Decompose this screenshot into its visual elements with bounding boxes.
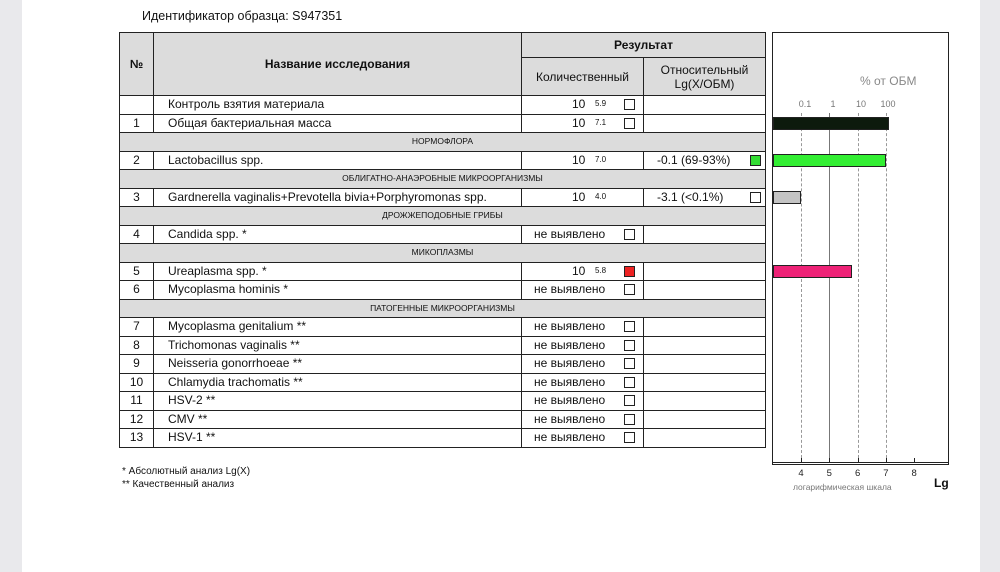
test-name: Candida spp. * (154, 225, 522, 244)
quantitative-base: 10 (572, 152, 586, 167)
test-name: Ureaplasma spp. * (154, 262, 522, 281)
relative-result (644, 373, 766, 392)
relative-result (644, 96, 766, 115)
quantitative-result (522, 225, 644, 244)
relative-result (644, 336, 766, 355)
section-header: ПАТОГЕННЫЕ МИКРООРГАНИЗМЫ (120, 299, 766, 318)
lg-tick-label: 7 (883, 468, 889, 479)
table-row (120, 188, 766, 207)
table-row (120, 281, 766, 300)
table-row (120, 318, 766, 337)
footnote-qualitative: ** Качественный анализ (122, 479, 235, 490)
column-header-relative-line1: Относительный (660, 62, 749, 77)
row-number: 2 (120, 151, 154, 170)
checkbox-empty-icon (624, 358, 635, 369)
test-name: Lactobacillus spp. (154, 151, 522, 170)
checkbox-empty-icon (624, 284, 635, 295)
column-header-quantitative: Количественный (522, 58, 644, 96)
lg-tick-label: 6 (854, 468, 861, 479)
checkbox-empty-icon (624, 321, 635, 332)
percent-tick-label: 1 (830, 99, 836, 109)
table-row (120, 410, 766, 429)
quantitative-result (522, 336, 644, 355)
section-header-row (120, 207, 766, 226)
quantitative-result (522, 188, 644, 207)
table-row (120, 114, 766, 133)
table-row (120, 336, 766, 355)
quantitative-result (522, 318, 644, 337)
table-row (120, 373, 766, 392)
footnote-absolute: * Абсолютный анализ Lg(X) (122, 466, 251, 477)
quantitative-result (522, 355, 644, 374)
section-header: НОРМОФЛОРА (120, 133, 766, 152)
footnotes (122, 465, 250, 491)
lg-bar (773, 265, 852, 278)
relative-result (644, 114, 766, 133)
quantitative-text: не выявлено (534, 226, 606, 241)
test-name: Chlamydia trachomatis ** (154, 373, 522, 392)
checkbox-empty-icon (624, 395, 635, 406)
lg-bar (773, 117, 889, 130)
table-row (120, 96, 766, 115)
checkbox-empty-icon (624, 229, 635, 240)
quantitative-text: не выявлено (534, 337, 606, 352)
quantitative-exponent: 5.9 (595, 99, 607, 108)
results-body (120, 96, 766, 448)
chart-title: % от ОБМ (860, 74, 917, 88)
relative-result (644, 225, 766, 244)
quantitative-base: 10 (572, 189, 586, 204)
column-header-number: № (120, 33, 154, 96)
quantitative-result (522, 114, 644, 133)
lg-axis-label: Lg (934, 476, 949, 490)
row-number (120, 96, 154, 115)
quantitative-result (522, 262, 644, 281)
checkbox-empty-icon (750, 192, 761, 203)
row-number: 3 (120, 188, 154, 207)
quantitative-text: не выявлено (534, 282, 606, 297)
results-table (119, 32, 766, 448)
test-name: HSV-2 ** (154, 392, 522, 411)
quantitative-result (522, 151, 644, 170)
quantitative-text: не выявлено (534, 393, 606, 408)
checkbox-empty-icon (624, 118, 635, 129)
row-number: 13 (120, 429, 154, 448)
relative-result (644, 392, 766, 411)
quantitative-result (522, 96, 644, 115)
quantitative-base: 10 (572, 97, 586, 111)
quantitative-text: не выявлено (534, 374, 606, 389)
table-row (120, 355, 766, 374)
table-row (120, 429, 766, 448)
percent-tick-label: 10 (855, 99, 867, 109)
section-header: ОБЛИГАТНО-АНАЭРОБНЫЕ МИКРООРГАНИЗМЫ (120, 170, 766, 189)
lg-bar (773, 191, 801, 204)
row-number: 5 (120, 262, 154, 281)
column-header-relative-line2: Lg(X/ОБМ) (674, 76, 735, 91)
quantitative-result (522, 429, 644, 448)
quantitative-base: 10 (572, 115, 586, 130)
quantitative-result (522, 392, 644, 411)
table-row (120, 392, 766, 411)
quantitative-exponent: 7.0 (595, 154, 607, 164)
quantitative-exponent: 5.8 (595, 265, 607, 275)
row-number: 7 (120, 318, 154, 337)
column-header-result: Результат (522, 33, 766, 58)
lg-tick-label: 5 (826, 468, 832, 479)
section-header: МИКОПЛАЗМЫ (120, 244, 766, 263)
test-name: Контроль взятия материала (154, 96, 522, 115)
flag-red-icon (624, 266, 635, 277)
flag-green-icon (750, 155, 761, 166)
lg-tick-label: 8 (911, 468, 917, 479)
section-header: ДРОЖЖЕПОДОБНЫЕ ГРИБЫ (120, 207, 766, 226)
relative-value: -0.1 (69-93%) (657, 152, 731, 167)
quantitative-text: не выявлено (534, 356, 606, 371)
quantitative-text: не выявлено (534, 411, 606, 426)
column-header-relative (644, 58, 766, 96)
row-number: 8 (120, 336, 154, 355)
percent-tick-label: 100 (880, 99, 896, 109)
sample-id: Идентификатор образца: S947351 (142, 9, 343, 23)
relative-result (644, 188, 766, 207)
lg-tick-label: 4 (798, 468, 804, 479)
quantitative-text: не выявлено (534, 319, 606, 334)
quantitative-exponent: 7.1 (595, 117, 607, 127)
quantitative-result (522, 281, 644, 300)
quantitative-result (522, 373, 644, 392)
relative-result (644, 281, 766, 300)
test-name: HSV-1 ** (154, 429, 522, 448)
test-name: Trichomonas vaginalis ** (154, 336, 522, 355)
test-name: CMV ** (154, 410, 522, 429)
relative-result (644, 151, 766, 170)
section-header-row (120, 299, 766, 318)
row-number: 4 (120, 225, 154, 244)
row-number: 9 (120, 355, 154, 374)
checkbox-empty-icon (624, 99, 635, 110)
table-row (120, 151, 766, 170)
gridline (886, 113, 887, 463)
section-header-row (120, 244, 766, 263)
scale-label: логарифмическая шкала (793, 482, 892, 492)
row-number: 1 (120, 114, 154, 133)
test-name: Neisseria gonorrhoeae ** (154, 355, 522, 374)
test-name: Mycoplasma genitalium ** (154, 318, 522, 337)
section-header-row (120, 170, 766, 189)
test-name: Общая бактериальная масса (154, 114, 522, 133)
lg-bar-chart (772, 32, 949, 465)
test-name: Gardnerella vaginalis+Prevotella bivia+Porphyromonas spp. (154, 188, 522, 207)
quantitative-text: не выявлено (534, 430, 606, 445)
relative-result (644, 355, 766, 374)
quantitative-result (522, 410, 644, 429)
table-row (120, 262, 766, 281)
checkbox-empty-icon (624, 414, 635, 425)
quantitative-base: 10 (572, 263, 586, 278)
quantitative-exponent: 4.0 (595, 191, 607, 201)
relative-result (644, 318, 766, 337)
row-number: 12 (120, 410, 154, 429)
relative-result (644, 262, 766, 281)
relative-result (644, 410, 766, 429)
table-row (120, 225, 766, 244)
checkbox-empty-icon (624, 377, 635, 388)
lg-bar (773, 154, 886, 167)
test-name: Mycoplasma hominis * (154, 281, 522, 300)
row-number: 6 (120, 281, 154, 300)
row-number: 11 (120, 392, 154, 411)
section-header-row (120, 133, 766, 152)
percent-tick-label: 0.1 (798, 99, 812, 109)
relative-result (644, 429, 766, 448)
checkbox-empty-icon (624, 432, 635, 443)
lg-axis-line (772, 462, 949, 463)
row-number: 10 (120, 373, 154, 392)
column-header-name: Название исследования (154, 33, 522, 96)
checkbox-empty-icon (624, 340, 635, 351)
relative-value: -3.1 (<0.1%) (657, 189, 724, 204)
